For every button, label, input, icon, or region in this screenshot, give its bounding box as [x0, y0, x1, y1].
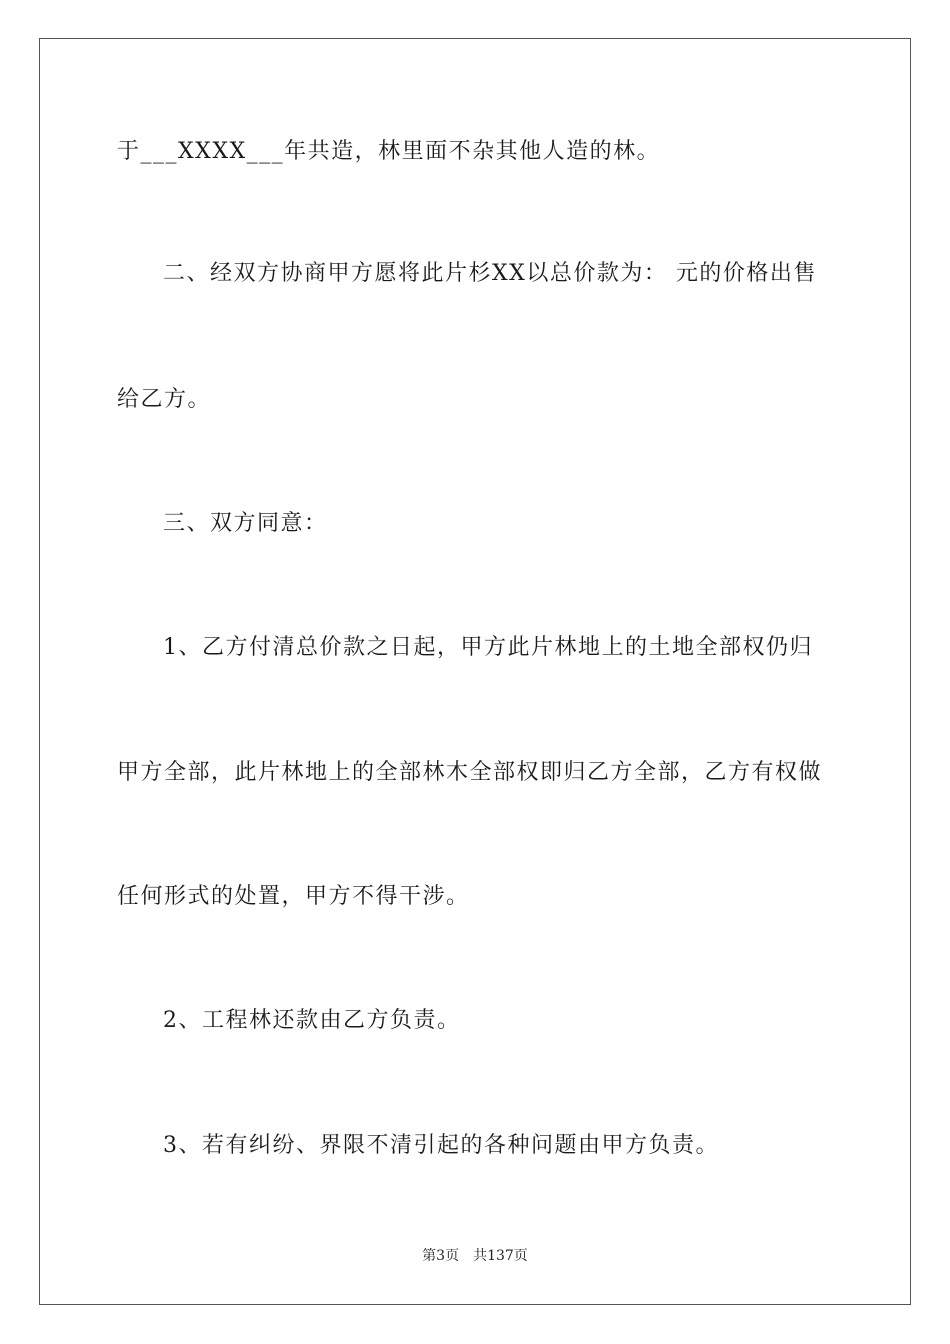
- page-number-footer: 第3页 共137页: [422, 1248, 528, 1264]
- paragraph-text: 甲方全部，此片林地上的全部林木全部权即归乙方全部，乙方有权做: [117, 760, 823, 785]
- paragraph-line: 3、若有纠纷、界限不清引起的各种问题由甲方负责。: [163, 1133, 719, 1158]
- paragraph-text: 二、经双方协商甲方愿将此片杉XX以总价款为： 元的价格出售: [163, 261, 817, 286]
- paragraph-line: [117, 758, 837, 788]
- paragraph-line: 给乙方。: [117, 387, 212, 412]
- paragraph-line: 任何形式的处置，甲方不得干涉。: [117, 884, 470, 909]
- paragraph-line: 三、双方同意：: [163, 511, 328, 536]
- page-border: [39, 38, 911, 1305]
- paragraph-line: [163, 259, 831, 289]
- paragraph-text: 1、乙方付清总价款之日起，甲方此片林地上的土地全部权仍归: [163, 635, 813, 660]
- paragraph-line: 于___XXXX___年共造，林里面不杂其他人造的林。: [117, 139, 661, 164]
- paragraph-line: [163, 633, 831, 663]
- paragraph-line: 2、工程林还款由乙方负责。: [163, 1008, 461, 1033]
